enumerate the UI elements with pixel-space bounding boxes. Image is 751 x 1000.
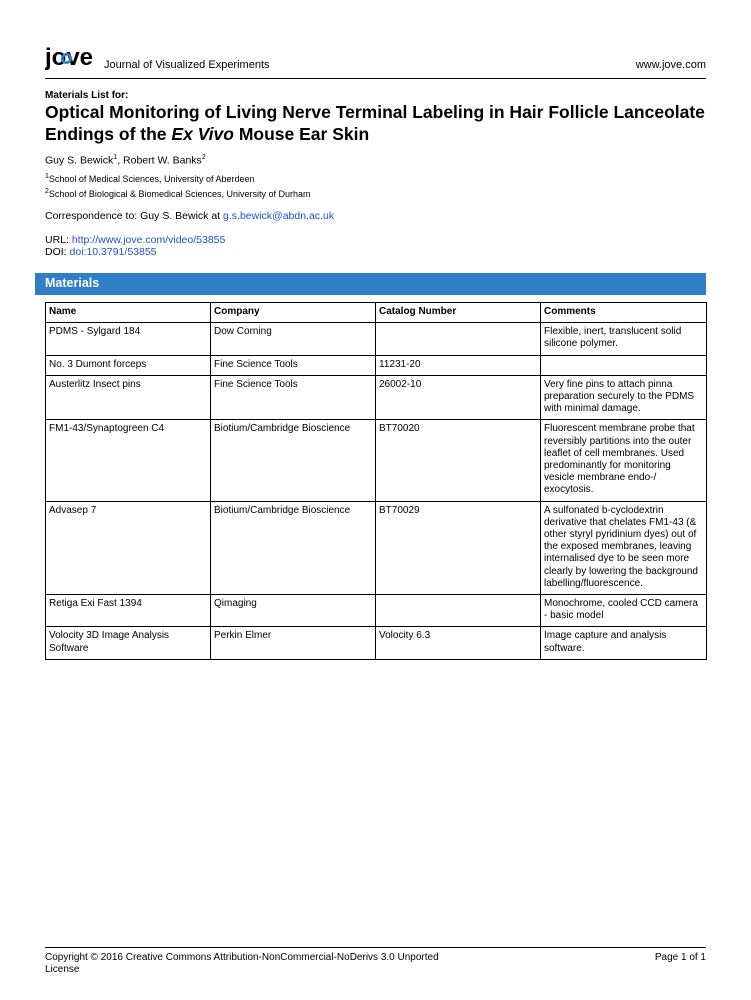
table-cell [541, 355, 707, 375]
table-cell: Image capture and analysis software. [541, 627, 707, 659]
table-cell [376, 595, 541, 627]
table-cell: Qimaging [211, 595, 376, 627]
table-cell: Dow Corning [211, 323, 376, 355]
page-number: Page 1 of 1 [654, 952, 706, 963]
column-header: Catalog Number [376, 303, 541, 323]
author-name: Robert W. Banks [123, 154, 202, 167]
table-row [46, 375, 707, 420]
table-cell: Monochrome, cooled CCD camera - basic model [541, 595, 707, 627]
table-cell: Austerlitz Insect pins [46, 375, 211, 420]
jove-logo [45, 46, 101, 72]
table-cell: BT70020 [376, 420, 541, 501]
materials-list-kicker: Materials List for: [45, 90, 129, 101]
page-footer [45, 947, 706, 975]
journal-name: Journal of Visualized Experiments [104, 59, 270, 71]
table-cell: Biotium/Cambridge Bioscience [211, 501, 376, 594]
copyright-notice: Copyright © 2016 Creative Commons Attribution-NonCommercial-NoDerivs 3.0 Unported License [45, 952, 439, 975]
table-cell: Volocity 6.3 [376, 627, 541, 659]
video-url-link[interactable]: http://www.jove.com/video/53855 [71, 234, 226, 246]
table-cell: FM1-43/Synaptogreen C4 [46, 420, 211, 501]
email-link[interactable]: g.s.bewick@abdn.ac.uk [223, 210, 335, 222]
doi-link[interactable]: doi:10.3791/53855 [69, 246, 157, 258]
table-cell: Volocity 3D Image Analysis Software [46, 627, 211, 659]
table-header-row [46, 303, 707, 323]
section-header-materials [35, 273, 706, 295]
column-header: Company [211, 303, 376, 323]
correspondence: Correspondence to: Guy S. Bewick at g.s.bewick@abdn.ac.uk [45, 210, 335, 222]
author-list: Guy S. Bewick$^1$, Robert W. Banks$^2$ [45, 154, 206, 167]
table-cell: Very fine pins to attach pinna preparation securely to the PDMS with minimal damage. [541, 375, 707, 420]
url-line: URL: http://www.jove.com/video/53855 [45, 234, 226, 246]
table-cell: Retiga Exi Fast 1394 [46, 595, 211, 627]
page-title: Optical Monitoring of Living Nerve Terminal Labeling in Hair Follicle Lanceolate Endings of the Ex Vivo Mouse Ear Skin [45, 102, 705, 144]
table-row [46, 420, 707, 501]
table-cell: Biotium/Cambridge Bioscience [211, 420, 376, 501]
table-cell: Fluorescent membrane probe that reversibly partitions into the outer leaflet of cell membranes. Used predominantly for monitoring vesicle membrane endo-/ exocytosis. [541, 420, 707, 501]
journal-url[interactable]: www.jove.com [635, 59, 706, 71]
doi-line: DOI: doi:10.3791/53855 [45, 246, 157, 258]
title-italic: Ex Vivo [171, 124, 234, 144]
table-row [46, 323, 707, 355]
table-cell: No. 3 Dumont forceps [46, 355, 211, 375]
table-row [46, 595, 707, 627]
affiliation: $^2$School of Biological & Biomedical Sciences, University of Durham [45, 188, 311, 199]
table-cell: PDMS - Sylgard 184 [46, 323, 211, 355]
table-cell: Advasep 7 [46, 501, 211, 594]
table-cell: BT70029 [376, 501, 541, 594]
table-cell: Flexible, inert, translucent solid silicone polymer. [541, 323, 707, 355]
page-header [45, 46, 706, 79]
table-row [46, 501, 707, 594]
author-name: Guy S. Bewick [45, 154, 114, 167]
section-title: Materials [45, 276, 100, 290]
table-cell: A sulfonated b-cyclodextrin derivative that chelates FM1-43 (& other styryl pyridinium dyes) out of the exposed membranes, leaving internalised dye to be seen more clearly by lowering the background labelling/fluorescence. [541, 501, 707, 594]
table-cell: 26002-10 [376, 375, 541, 420]
table-cell: Fine Science Tools [211, 375, 376, 420]
column-header: Name [46, 303, 211, 323]
table-row [46, 355, 707, 375]
table-cell: Perkin Elmer [211, 627, 376, 659]
affiliation: $^1$School of Medical Sciences, University of Aberdeen [45, 173, 255, 184]
table-cell [376, 323, 541, 355]
table-row [46, 627, 707, 659]
svg-text:jove: jove [45, 46, 94, 71]
column-header: Comments [541, 303, 707, 323]
table-cell: 11231-20 [376, 355, 541, 375]
table-cell: Fine Science Tools [211, 355, 376, 375]
materials-table [45, 302, 707, 660]
